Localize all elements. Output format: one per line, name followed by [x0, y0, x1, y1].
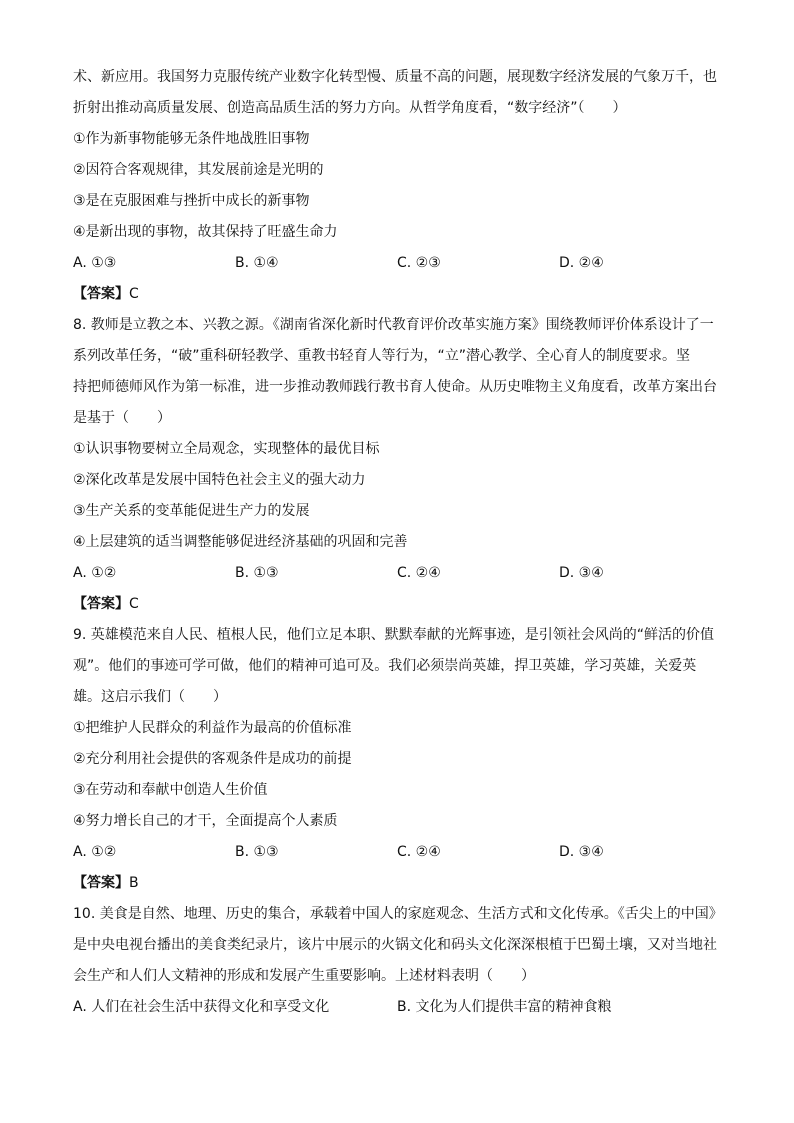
answer-value: C — [129, 596, 139, 612]
option-a: A. 人们在社会生活中获得文化和享受文化 — [73, 999, 330, 1015]
answer-label: 【答案】 — [73, 875, 129, 891]
answer-value: C — [129, 286, 139, 302]
answer-label: 【答案】 — [73, 596, 129, 612]
statement-item: ③生产关系的变革能促进生产力的发展 — [73, 503, 310, 519]
option-b: B. ①③ — [235, 565, 279, 581]
statement-item: ③在劳动和奉献中创造人生价值 — [73, 782, 268, 798]
question-9 — [73, 620, 733, 899]
answer-line — [73, 279, 733, 310]
question-8 — [73, 310, 733, 620]
answer-line — [73, 868, 733, 899]
answer-options — [73, 558, 733, 589]
option-d: D. ③④ — [559, 844, 604, 860]
statement-item: ②因符合客观规律，其发展前途是光明的 — [73, 162, 324, 178]
answer-options — [73, 248, 733, 279]
option-a: A. ①③ — [73, 255, 117, 271]
statement-item: ①作为新事物能够无条件地战胜旧事物 — [73, 131, 310, 147]
statement-item: ②深化改革是发展中国特色社会主义的强大动力 — [73, 472, 366, 488]
answer-options — [73, 837, 733, 868]
question-stem-line: 持把师德师风作为第一标准，进一步推动教师践行教书育人使命。从历史唯物主义角度看，改革方案出台 — [73, 379, 717, 395]
statement-item: ①认识事物要树立全局观念，实现整体的最优目标 — [73, 441, 380, 457]
question-stem-line: 术、新应用。我国努力克服传统产业数字化转型慢、质量不高的问题，展现数字经济发展的气象万千，也 — [73, 69, 717, 85]
question-stem-line: 雄。这启示我们（ ） — [73, 689, 227, 705]
question-stem-line: 折射出推动高质量发展、创造高品质生活的努力方向。从哲学角度看，“数字经济”（ ） — [73, 100, 627, 116]
option-c: C. ②③ — [397, 255, 441, 271]
answer-label: 【答案】 — [73, 286, 129, 302]
option-c: C. ②④ — [397, 844, 441, 860]
option-a: A. ①② — [73, 565, 117, 581]
question-10 — [73, 899, 733, 1023]
option-b: B. ①③ — [235, 844, 279, 860]
statement-item: ④努力增长自己的才干，全面提高个人素质 — [73, 813, 338, 829]
statement-item: ②充分利用社会提供的客观条件是成功的前提 — [73, 751, 352, 767]
question-stem-line: 是基于（ ） — [73, 410, 171, 426]
question-stem-line: 是中央电视台播出的美食类纪录片，该片中展示的火锅文化和码头文化深深根植于巴蜀土壤，又对当地社 — [73, 937, 717, 953]
statement-item: ①把维护人民群众的利益作为最高的价值标准 — [73, 720, 352, 736]
option-b: B. 文化为人们提供丰富的精神食粮 — [397, 999, 612, 1015]
answer-options — [73, 992, 733, 1023]
statement-item: ③是在克服困难与挫折中成长的新事物 — [73, 193, 310, 209]
option-c: C. ②④ — [397, 565, 441, 581]
question-stem-line: 8. 教师是立教之本、兴教之源。《湖南省深化新时代教育评价改革实施方案》围绕教师评价体系设计了一 — [73, 317, 714, 333]
question-7 — [73, 62, 733, 310]
option-b: B. ①④ — [235, 255, 279, 271]
answer-value: B — [129, 875, 139, 891]
statement-item: ④上层建筑的适当调整能够促进经济基础的巩固和完善 — [73, 534, 408, 550]
question-stem-line: 会生产和人们人文精神的形成和发展产生重要影响。上述材料表明（ ） — [73, 968, 535, 984]
question-stem-line: 10. 美食是自然、地理、历史的集合，承载着中国人的家庭观念、生活方式和文化传承。《舌尖上的中国》 — [73, 906, 723, 922]
option-d: D. ②④ — [559, 255, 604, 271]
option-a: A. ①② — [73, 844, 117, 860]
question-stem-line: 系列改革任务，“破”重科研轻教学、重教书轻育人等行为，“立”潜心教学、全心育人的制度要求。坚 — [73, 348, 691, 364]
question-stem-line: 观”。他们的事迹可学可做，他们的精神可追可及。我们必须崇尚英雄，捍卫英雄，学习英雄，关爱英 — [73, 658, 697, 674]
question-stem-line: 9. 英雄模范来自人民、植根人民，他们立足本职、默默奉献的光辉事迹，是引领社会风尚的“鲜活的价值 — [73, 627, 715, 643]
statement-item: ④是新出现的事物，故其保持了旺盛生命力 — [73, 224, 338, 240]
option-d: D. ③④ — [559, 565, 604, 581]
document-content — [73, 62, 733, 1023]
answer-line — [73, 589, 733, 620]
